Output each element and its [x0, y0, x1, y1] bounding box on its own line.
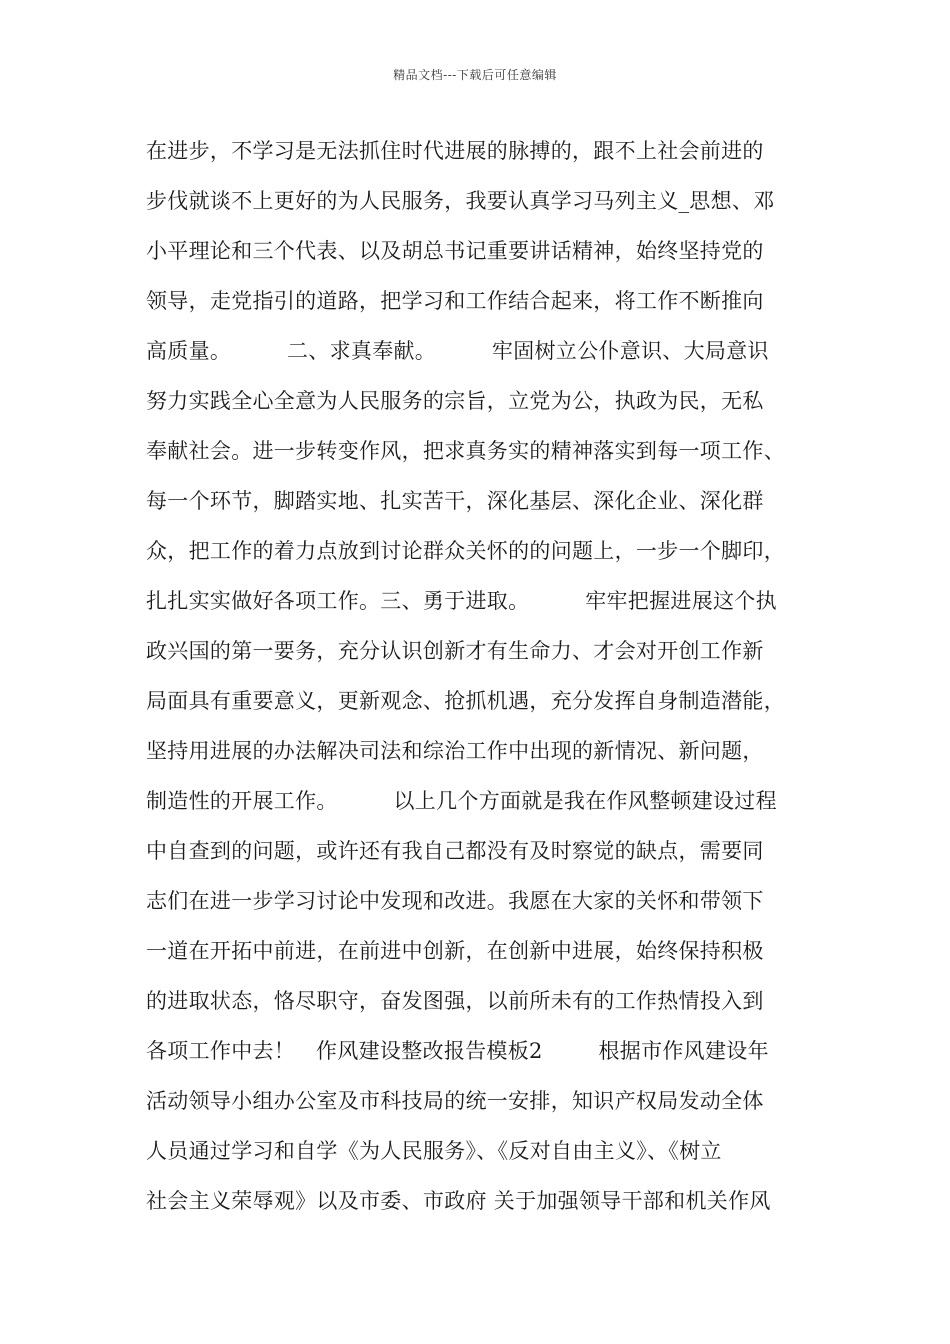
- text-line: 人员通过学习和自学《为人民服务》、《反对自由主义》、《树立: [146, 1139, 722, 1163]
- text-line: 众，把工作的着力点放到讨论群众关怀的的问题上，一步一个脚印，: [146, 539, 785, 563]
- text-line: 每一个环节，脚踏实地、扎实苦干，深化基层、深化企业、深化群: [146, 489, 764, 513]
- text-line: 社会主义荣辱观》以及市委、市政府 关于加强领导干部和机关作风: [146, 1189, 771, 1213]
- text-line: 中自查到的问题，或许还有我自己都没有及时察觉的缺点，需要同: [146, 839, 764, 863]
- text-line: 志们在进一步学习讨论中发现和改进。我愿在大家的关怀和带领下: [146, 889, 764, 913]
- text-line: 坚持用进展的办法解决司法和综治工作中出现的新情况、新问题，: [146, 739, 764, 763]
- text-line: 奉献社会。进一步转变作风，把求真务实的精神落实到每一项工作、: [146, 439, 785, 463]
- text-line: 一道在开拓中前进，在前进中创新，在创新中进展，始终保持积极: [146, 939, 764, 963]
- text-line: 努力实践全心全意为人民服务的宗旨，立党为公，执政为民，无私: [146, 389, 764, 413]
- text-line: 的进取状态，恪尽职守，奋发图强，以前所未有的工作热情投入到: [146, 989, 764, 1013]
- text-line: 步伐就谈不上更好的为人民服务，我要认真学习马列主义_思想、邓: [146, 189, 775, 213]
- text-line: 局面具有重要意义，更新观念、抢抓机遇，充分发挥自身制造潜能，: [146, 689, 785, 713]
- text-line: 各项工作中去！ 作风建设整改报告模板2 根据市作风建设年: [146, 1039, 769, 1063]
- page-header: 精品文档---下载后可任意编辑: [393, 68, 557, 82]
- text-line: 制造性的开展工作。 以上几个方面就是我在作风整顿建设过程: [146, 789, 777, 813]
- text-line: 在进步，不学习是无法抓住时代进展的脉搏的，跟不上社会前进的: [146, 139, 764, 163]
- text-line: 扎扎实实做好各项工作。三、勇于进取。 牢牢把握进展这个执: [146, 589, 777, 613]
- text-line: 领导，走党指引的道路，把学习和工作结合起来，将工作不断推向: [146, 289, 764, 313]
- text-line: 小平理论和三个代表、以及胡总书记重要讲话精神，始终坚持党的: [146, 239, 764, 263]
- body-text: [146, 133, 836, 1233]
- text-line: 活动领导小组办公室及市科技局的统一安排，知识产权局发动全体: [146, 1089, 764, 1113]
- text-line: 高质量。 二、求真奉献。 牢固树立公仆意识、大局意识: [146, 339, 769, 363]
- text-line: 政兴国的第一要务，充分认识创新才有生命力、才会对开创工作新: [146, 639, 764, 663]
